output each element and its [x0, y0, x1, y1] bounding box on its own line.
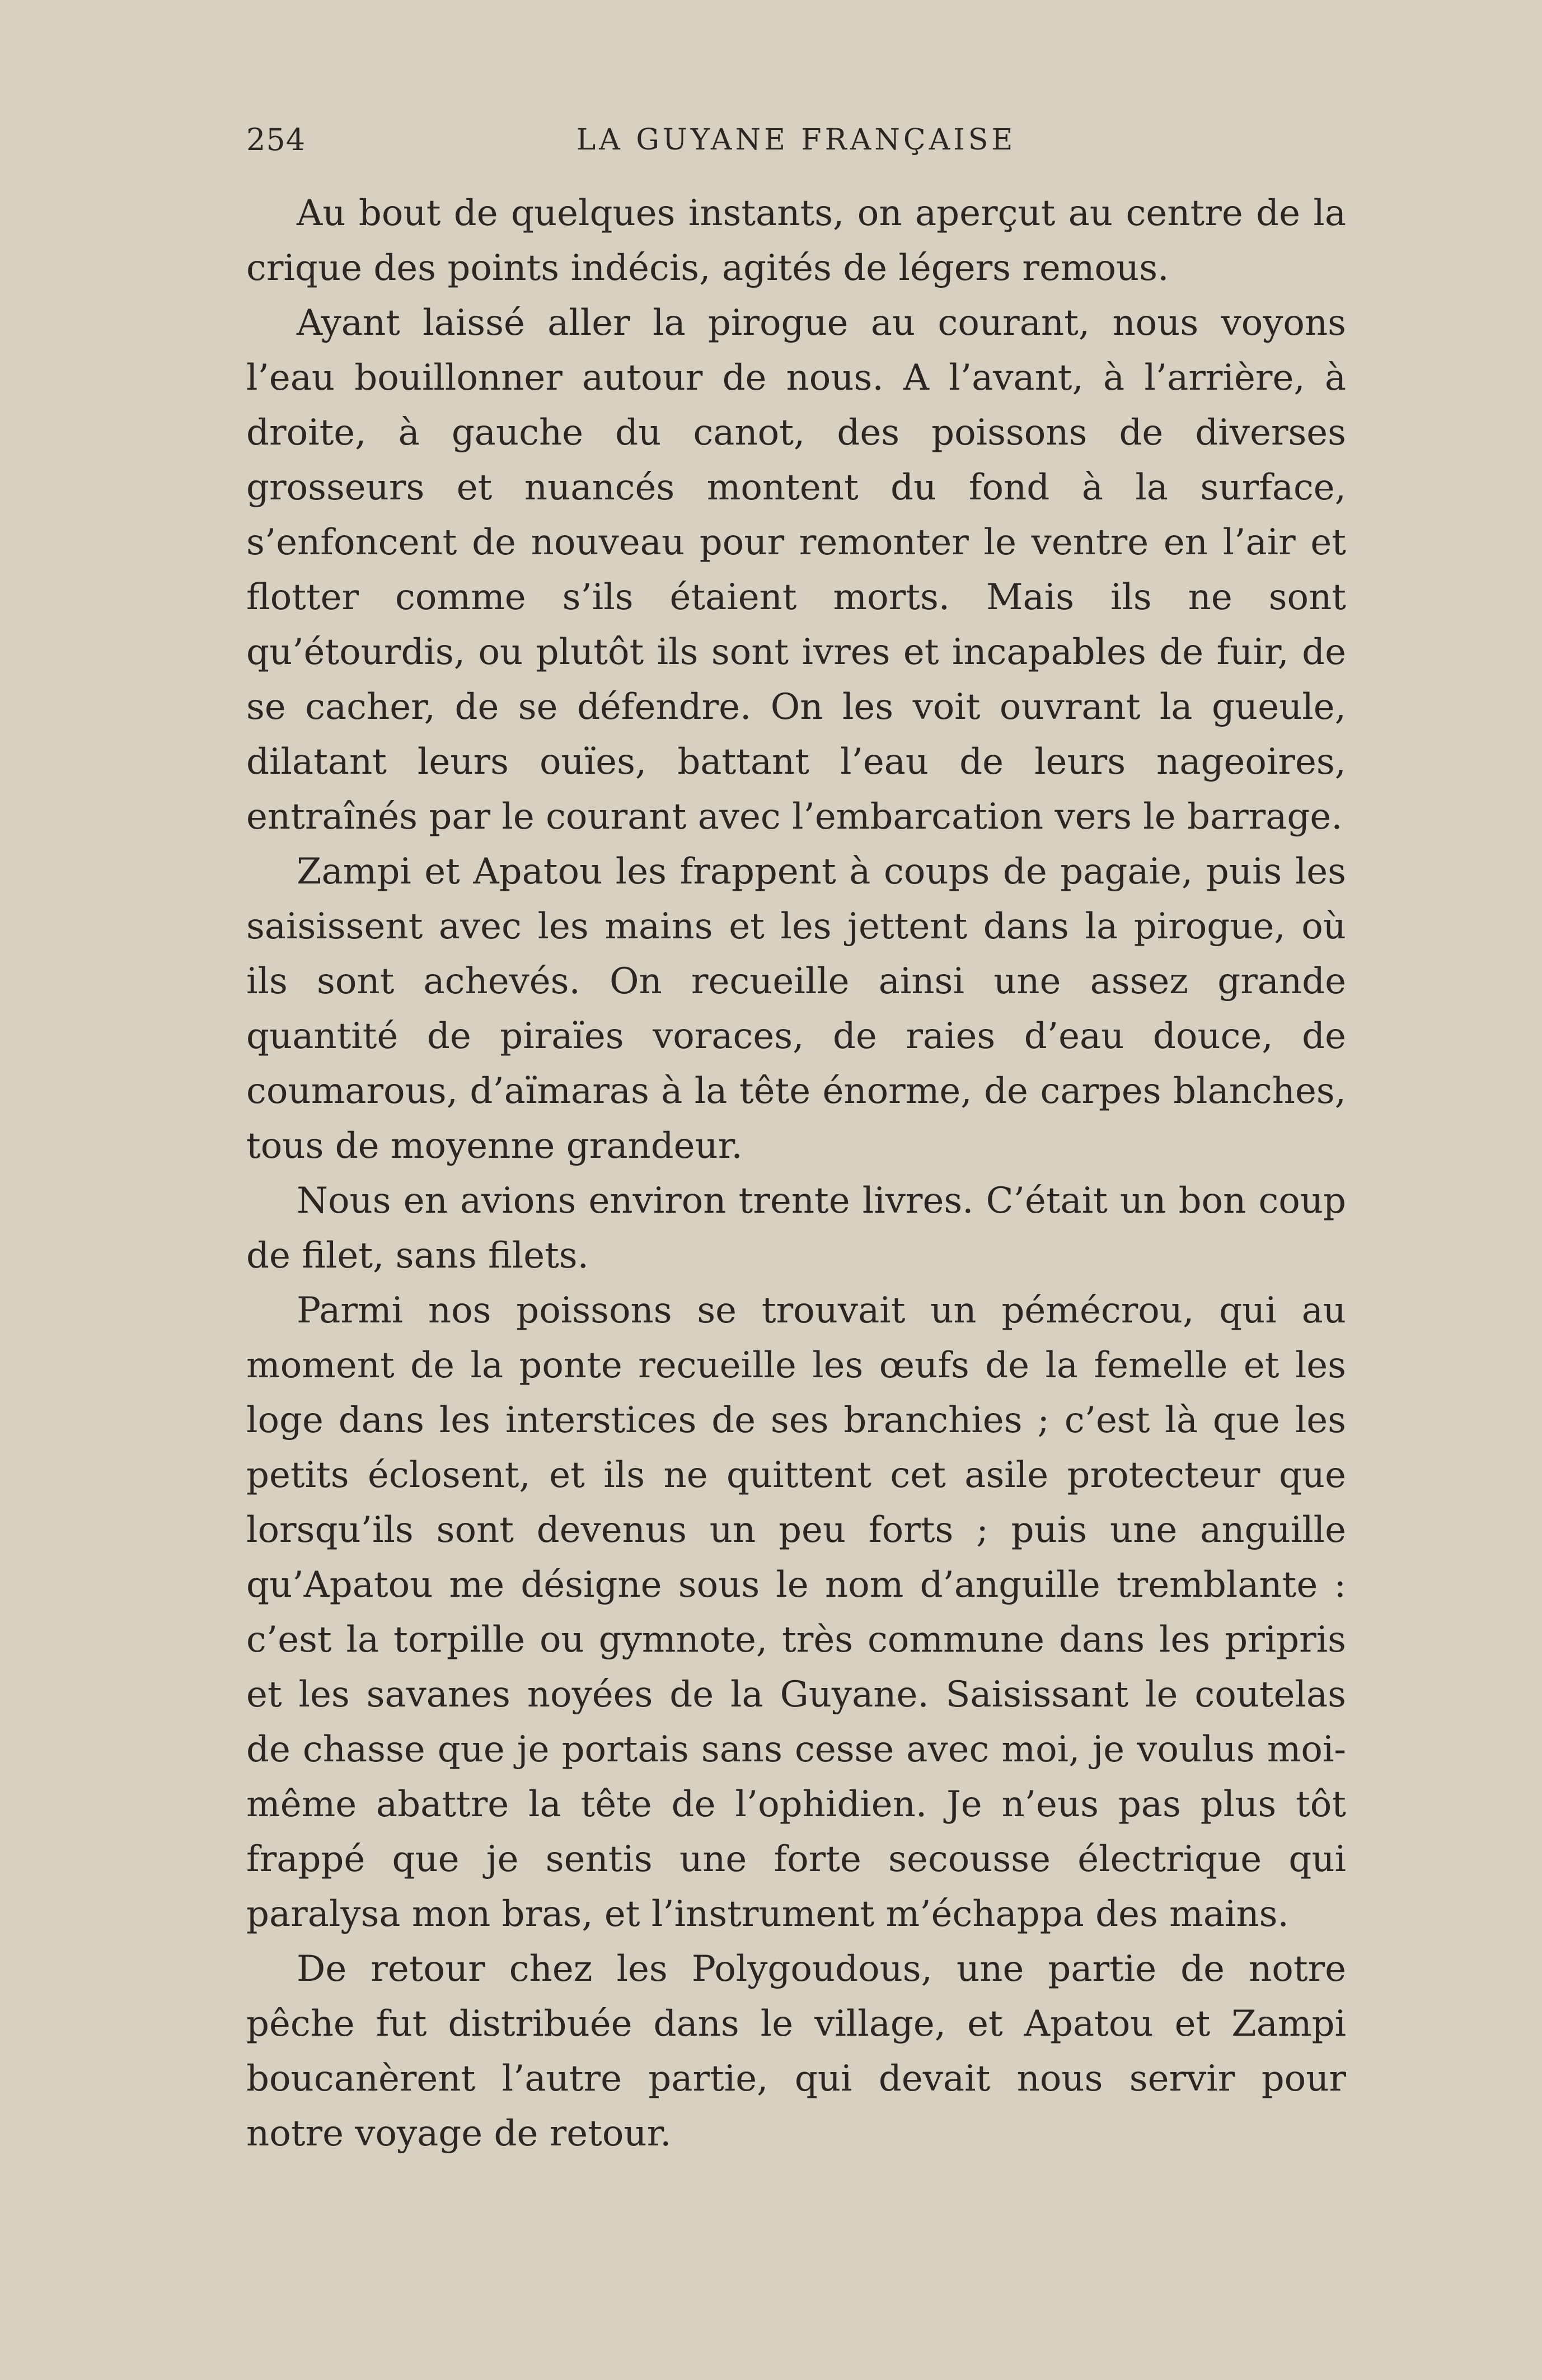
running-title: LA GUYANE FRANÇAISE — [576, 123, 1016, 157]
page-header — [246, 118, 1346, 162]
page-number: 254 — [246, 122, 306, 157]
paragraph: Zampi et Apatou les frappent à coups de pagaie, puis les saisissent avec les mains et les jettent dans la pirogue, où ils sont achevés. On recueille ainsi une assez grande quantité de piraïes voraces, de raies d’eau douce, de coumarous, d’aïmaras à la tête énorme, de carpes blanches, tous de moyenne grandeur. — [246, 851, 1346, 1167]
paragraph: Ayant laissé aller la pirogue au courant, nous voyons l’eau bouillonner autour de nous. A l’avant, à l’arrière, à droite, à gauche du canot, des poissons de diverses grosseurs et nuancés montent du fond à la surface, s’enfoncent de nouveau pour remonter le ventre en l’air et flotter comme s’ils étaient morts. Mais ils ne sont qu’étourdis, ou plutôt ils sont ivres et incapables de fuir, de se cacher, de se défendre. On les voit ouvrant la gueule, dilatant leurs ouïes, battant l’eau de leurs nageoires, entraînés par le courant avec l’embarcation vers le barrage. — [246, 302, 1346, 838]
body-text — [246, 186, 1346, 2201]
paragraph: Parmi nos poissons se trouvait un pémécrou, qui au moment de la ponte recueille les œufs de la femelle et les loge dans les interstices de ses branchies ; c’est là que les petits éclosent, et ils ne quittent cet asile protecteur que lorsqu’ils sont devenus un peu forts ; puis une anguille qu’Apatou me désigne sous le nom d’anguille tremblante : c’est la torpille ou gymnote, très commune dans les pripris et les savanes noyées de la Guyane. Saisissant le coutelas de chasse que je portais sans cesse avec moi, je voulus moi-même abattre la tête de l’ophidien. Je n’eus pas plus tôt frappé que je sentis une forte secousse électrique qui paralysa mon bras, et l’instrument m’échappa des mains. — [246, 1290, 1346, 1935]
paragraph: Nous en avions environ trente livres. C’était un bon coup de filet, sans filets. — [246, 1180, 1346, 1276]
paragraph: De retour chez les Polygoudous, une partie de notre pêche fut distribuée dans le village, et Apatou et Zampi boucanèrent l’autre partie, qui devait nous servir pour notre voyage de retour. — [246, 1948, 1346, 2154]
paragraph: Au bout de quelques instants, on aperçut au centre de la crique des points indécis, agités de légers remous. — [246, 193, 1346, 289]
